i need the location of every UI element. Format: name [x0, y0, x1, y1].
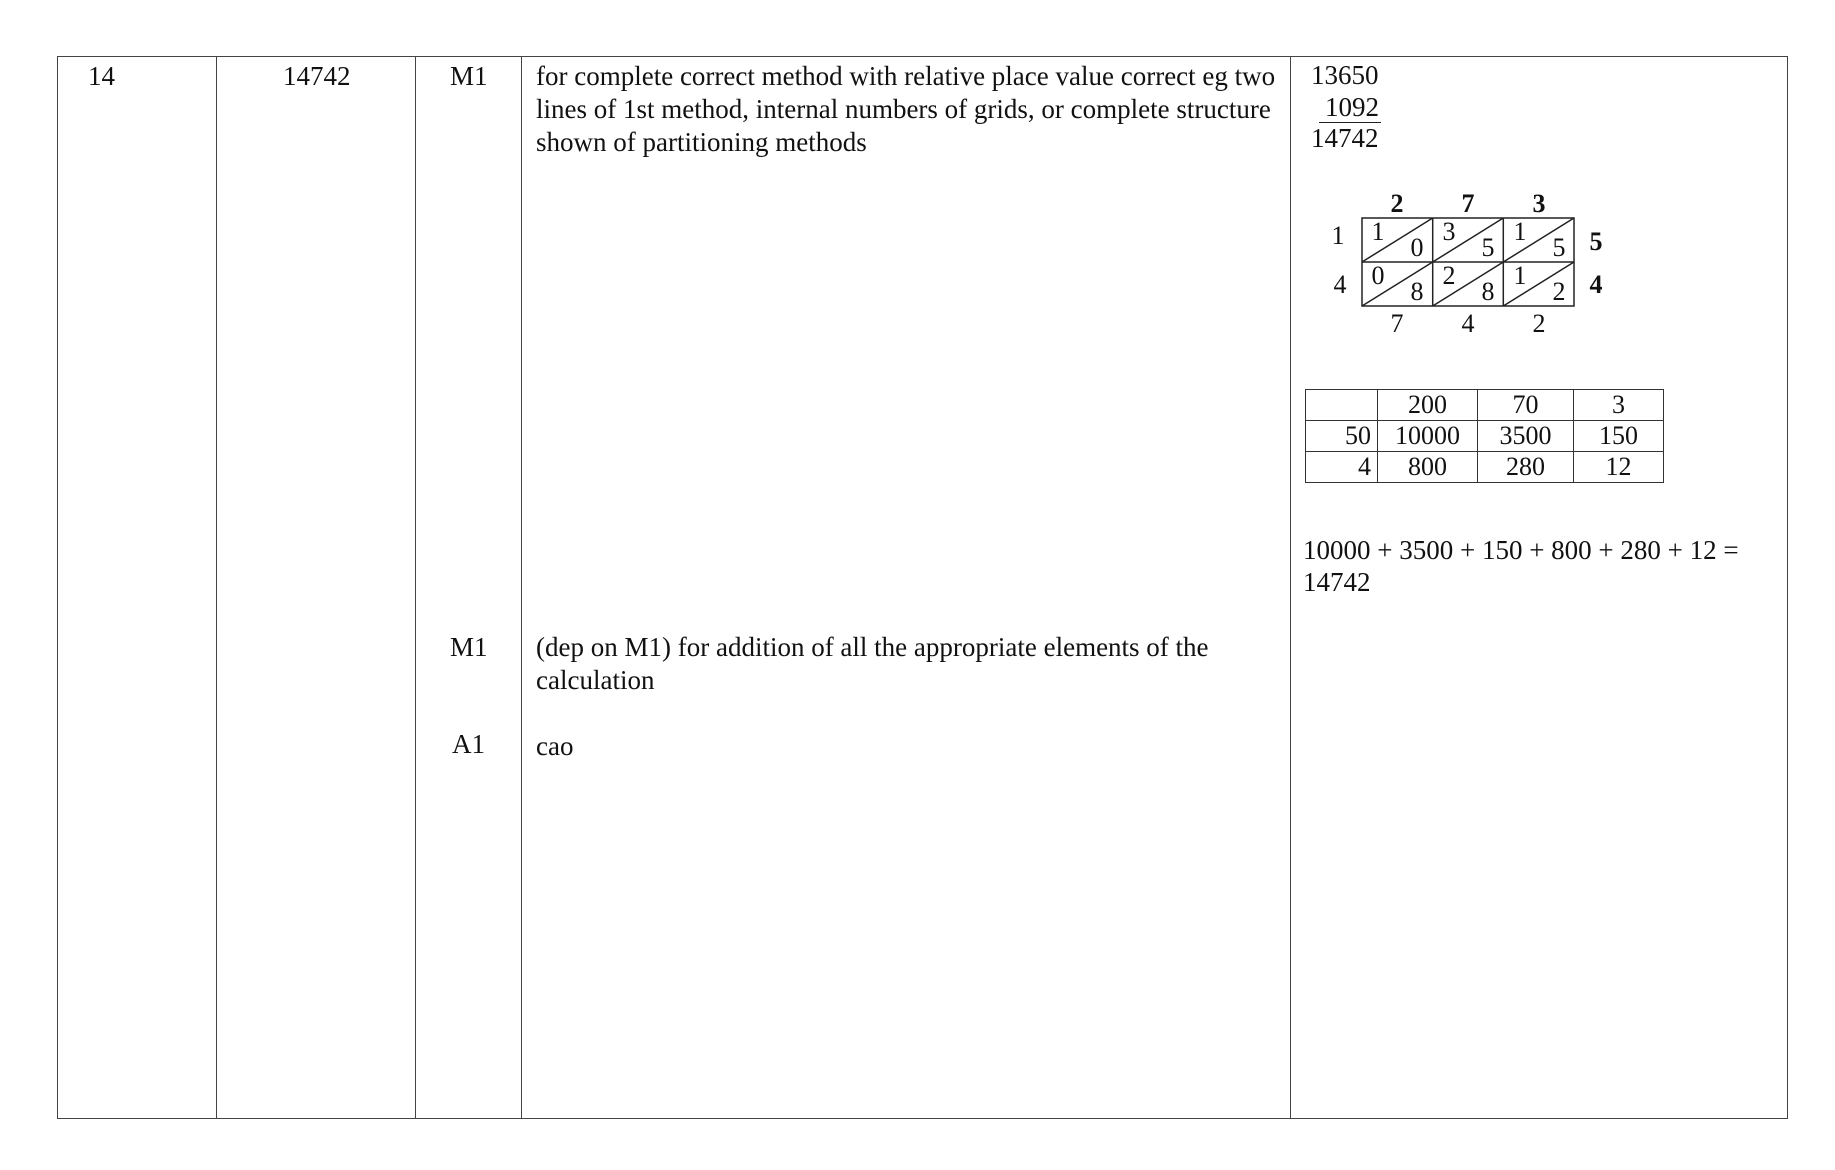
grid-cell: 70	[1478, 390, 1574, 421]
grid-cell: 150	[1574, 421, 1664, 452]
lattice-cell-units: 0	[1410, 233, 1424, 262]
lattice-left-digit: 1	[1331, 221, 1345, 250]
lattice-cell-tens: 1	[1513, 261, 1527, 290]
lattice-top-digit: 7	[1461, 189, 1475, 218]
grid-cell: 200	[1378, 390, 1478, 421]
grid-cell: 50	[1306, 421, 1378, 452]
grid-cell: 280	[1478, 452, 1574, 483]
mark-code: M1	[450, 61, 488, 91]
column-addition-line: 13650	[1311, 60, 1379, 90]
grid-cell: 3500	[1478, 421, 1574, 452]
lattice-cell-units: 8	[1481, 277, 1495, 306]
grid-cell: 10000	[1378, 421, 1478, 452]
mark-code: M1	[450, 632, 488, 662]
lattice-cell-units: 8	[1410, 277, 1424, 306]
question-number: 14	[88, 61, 115, 91]
lattice-cell-tens: 2	[1442, 261, 1456, 290]
grid-cell: 3	[1574, 390, 1664, 421]
lattice-cell-tens: 1	[1371, 217, 1385, 246]
lattice-right-digit: 4	[1589, 270, 1603, 299]
lattice-right-digit: 5	[1589, 227, 1603, 256]
lattice-bottom-digit: 7	[1390, 309, 1404, 338]
lattice-bottom-digit: 4	[1461, 309, 1475, 338]
lattice-cell-units: 2	[1552, 277, 1566, 306]
lattice-cell-tens: 0	[1371, 261, 1385, 290]
sum-result: 14742	[1303, 567, 1371, 597]
mark-code: A1	[452, 729, 485, 759]
mark-guidance: (dep on M1) for addition of all the appropriate elements of the calculation	[536, 632, 1209, 695]
column-addition-total: 14742	[1311, 123, 1379, 153]
lattice-cell-units: 5	[1481, 233, 1495, 262]
lattice-cell-tens: 1	[1513, 217, 1527, 246]
lattice-bottom-digit: 2	[1532, 309, 1546, 338]
table-row	[1306, 421, 1664, 452]
grid-cell: 4	[1306, 452, 1378, 483]
mark-guidance: cao	[536, 731, 574, 761]
lattice-cell-tens: 3	[1442, 217, 1456, 246]
lattice-top-digit: 3	[1532, 189, 1546, 218]
grid-cell: 800	[1378, 452, 1478, 483]
lattice-cell-units: 5	[1552, 233, 1566, 262]
lattice-left-digit: 4	[1333, 270, 1347, 299]
table-row	[1306, 452, 1664, 483]
answer-value: 14742	[283, 61, 351, 91]
table-row	[1306, 390, 1664, 421]
column-addition-line: 1092	[1325, 92, 1379, 122]
grid-cell: 12	[1574, 452, 1664, 483]
grid-method-table	[1305, 389, 1664, 483]
lattice-top-digit: 2	[1390, 189, 1404, 218]
grid-cell	[1306, 390, 1378, 421]
mark-guidance: for complete correct method with relative place value correct eg two lines of 1st method, internal numbers of grids, or complete structure shown of partitioning methods	[536, 61, 1276, 157]
sum-line: 10000 + 3500 + 150 + 800 + 280 + 12 =	[1303, 535, 1739, 565]
